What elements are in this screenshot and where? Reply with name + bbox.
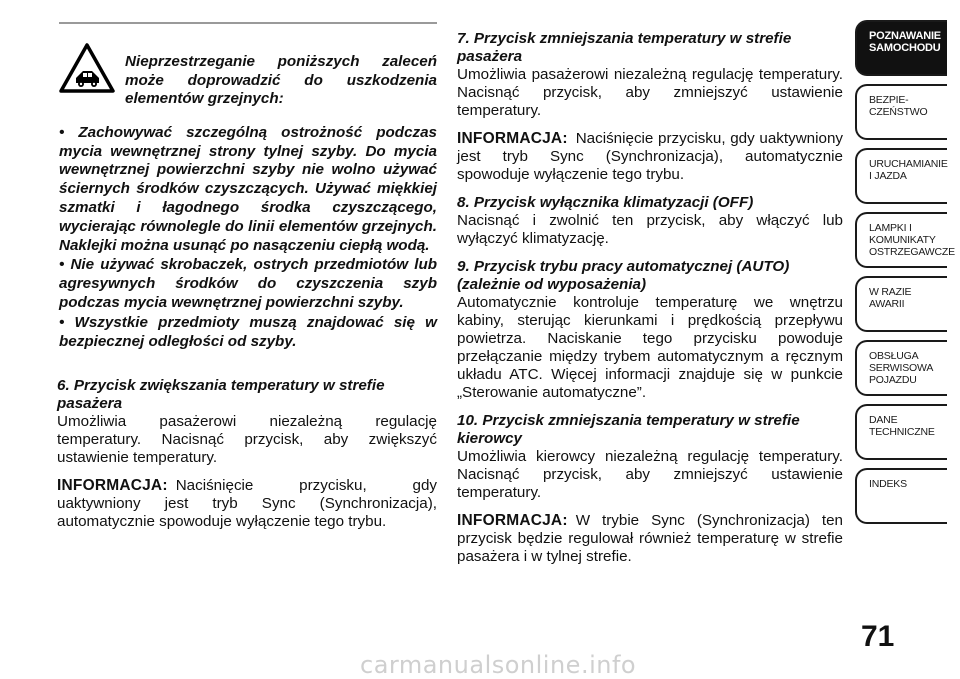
chapter-tab[interactable] (855, 468, 947, 524)
warning-box (59, 22, 437, 351)
section-8 (457, 194, 843, 248)
chapter-tab-label: BEZPIE- (869, 94, 909, 106)
section-10 (457, 412, 843, 566)
chapter-tab[interactable] (855, 404, 947, 460)
watermark: carmanualsonline.info (360, 651, 637, 679)
info-note (57, 477, 437, 531)
section-body: Umożliwia pasażerowi niezależną regulację temperatury. Nacisnąć przycisk, aby zwiększyć ustawienie temperatury. (57, 413, 437, 467)
section-body: Umożliwia kierowcy niezależną regulację temperatury. Nacisnąć przycisk, aby zmniejszyć ustawienie temperatury. (457, 448, 843, 501)
chapter-tab[interactable] (855, 20, 947, 76)
section-title: 6. Przycisk zwiększania temperatury w strefie pasażera (57, 377, 385, 413)
warning-item: • Nie używać skrobaczek, ostrych przedmiotów lub agresywnych środków do czyszczenia szyb podczas mycia wewnętrznej powierzchni szyby. (59, 256, 437, 312)
section-title: 9. Przycisk trybu pracy automatycznej (AUTO) (zależnie od wyposażenia) (457, 258, 790, 293)
chapter-tab-label: SAMOCHODU (869, 42, 941, 54)
warning-item: • Wszystkie przedmioty muszą znajdować się w bezpiecznej odległości od szyby. (59, 313, 437, 350)
chapter-tab-label: OBSŁUGA (869, 350, 919, 362)
section-6 (57, 377, 437, 531)
info-label: INFORMACJA: (457, 512, 568, 529)
chapter-tab-label: INDEKS (869, 478, 907, 490)
section-title: 8. Przycisk wyłącznika klimatyzacji (OFF) (457, 194, 754, 211)
chapter-tab[interactable] (855, 340, 947, 396)
chapter-tab-label: POZNAWANIE (869, 30, 941, 42)
right-column (457, 30, 843, 566)
warning-item: • Zachowywać szczególną ostrożność podczas mycia wewnętrznej strony tylnej szyby. Do mycia wewnętrznej powierzchni szyby nie wolno używać ściernych środków czyszczących. Używać miękkiej szmatki i łagodnego środka czyszczącego, wycierając równolegle do linii elementów grzejnych. Naklejki można usunąć po nasączeniu ciepłą wodą. (59, 123, 437, 254)
chapter-tab-label: SERWISOWA (869, 362, 934, 374)
info-text: Naciśnięcie przycisku, gdy uaktywniony jest tryb Sync (Synchronizacja), automatycznie spowoduje wyłączenie tego trybu. (457, 130, 843, 183)
chapter-tab-label: CZEŃSTWO (869, 106, 928, 118)
chapter-tab[interactable] (855, 276, 947, 332)
chapter-tab-label: URUCHAMIANIE (869, 158, 948, 170)
section-7 (457, 30, 843, 184)
warning-triangle-car-icon (59, 42, 115, 94)
chapter-tab[interactable] (855, 148, 947, 204)
page-number: 71 (861, 620, 895, 653)
info-note (457, 130, 843, 184)
chapter-tab-label: POJAZDU (869, 374, 917, 386)
chapter-tab-label: KOMUNIKATY (869, 234, 936, 246)
info-text: W trybie Sync (Synchronizacja) ten przycisk będzie regulował również temperaturę w strefie pasażera i w tylnej strefie. (457, 512, 843, 565)
chapter-tab-label: I JAZDA (869, 170, 907, 182)
section-title: 10. Przycisk zmniejszania temperatury w strefie kierowcy (457, 412, 800, 447)
info-text: Naciśnięcie przycisku, gdy uaktywniony jest tryb Sync (Synchronizacja), automatycznie spowoduje wyłączenie tego trybu. (57, 477, 437, 531)
chapter-tab-label: TECHNICZNE (869, 426, 935, 438)
section-body: Nacisnąć i zwolnić ten przycisk, aby włączyć lub wyłączyć klimatyzację. (457, 212, 843, 247)
chapter-tabs (855, 20, 955, 532)
chapter-tab-label: AWARII (869, 298, 905, 310)
section-body: Automatycznie kontroluje temperaturę we wnętrzu kabiny, sterując kierunkami i prędkością przepływu powietrza. Naciskanie tego przycisku powoduje przełączanie między trybem automatycznym a ręcznym układu ATC. Więcej informacji znajduje się w punkcie „Sterowanie automatyczne”. (457, 294, 843, 401)
info-label: INFORMACJA: (457, 130, 568, 147)
chapter-tab[interactable] (855, 212, 955, 268)
chapter-tab-label: OSTRZEGAWCZE (869, 246, 955, 258)
left-column (57, 22, 437, 531)
info-label: INFORMACJA: (57, 477, 168, 495)
info-note (457, 512, 843, 566)
section-body: Umożliwia pasażerowi niezależną regulację temperatury. Nacisnąć przycisk, aby zmniejszyć ustawienie temperatury. (457, 66, 843, 119)
chapter-tab-label: LAMPKI I (869, 222, 912, 234)
section-title: 7. Przycisk zmniejszania temperatury w strefie pasażera (457, 30, 792, 65)
chapter-tab-label: W RAZIE (869, 286, 912, 298)
chapter-tab[interactable] (855, 84, 947, 140)
chapter-tab-label: DANE (869, 414, 898, 426)
section-9 (457, 258, 843, 402)
warning-heading: Nieprzestrzeganie poniższych zaleceń może doprowadzić do uszkodzenia elementów grzejnych: (125, 53, 437, 108)
